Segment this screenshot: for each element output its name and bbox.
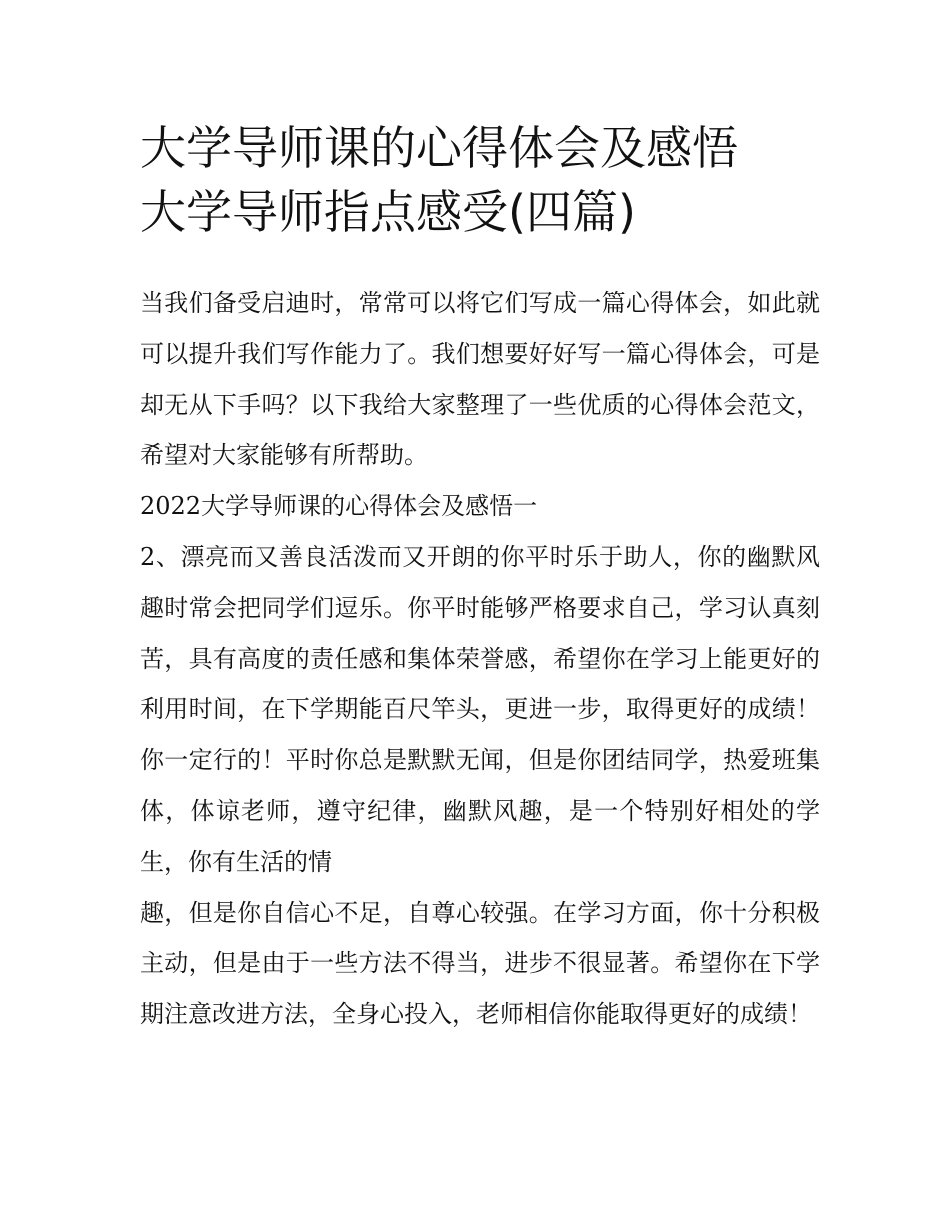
title-line-1: 大学导师课的心得体会及感悟: [140, 121, 738, 175]
body-paragraph-2: 趣，但是你自信心不足，自尊心较强。在学习方面，你十分积极主动，但是由于一些方法不得当，进步不很显著。希望你在下学期注意改进方法，全身心投入，老师相信你能取得更好的成绩！: [140, 898, 820, 1029]
intro-paragraph: 当我们备受启迪时，常常可以将它们写成一篇心得体会，如此就可以提升我们写作能力了。我们想要好好写一篇心得体会，可是却无从下手吗？以下我给大家整理了一些优质的心得体会范文，希望对大家能够有所帮助。: [140, 289, 820, 470]
section-heading: 2022大学导师课的心得体会及感悟一: [140, 492, 538, 521]
body-paragraph-1: 2、漂亮而又善良活泼而又开朗的你平时乐于助人，你的幽默风趣时常会把同学们逗乐。你平时能够严格要求自己，学习认真刻苦，具有高度的责任感和集体荣誉感，希望你在学习上能更好的利用时间，在下学期能百尺竿头，更进一步，取得更好的成绩！你一定行的！平时你总是默默无闻，但是你团结同学，热爱班集体，体谅老师，遵守纪律，幽默风趣，是一个特别好相处的学生，你有生活的情: [140, 542, 820, 876]
title-line-2: 大学导师指点感受(四篇): [140, 185, 636, 239]
document-body: [140, 278, 820, 1040]
document-title: [140, 116, 830, 244]
